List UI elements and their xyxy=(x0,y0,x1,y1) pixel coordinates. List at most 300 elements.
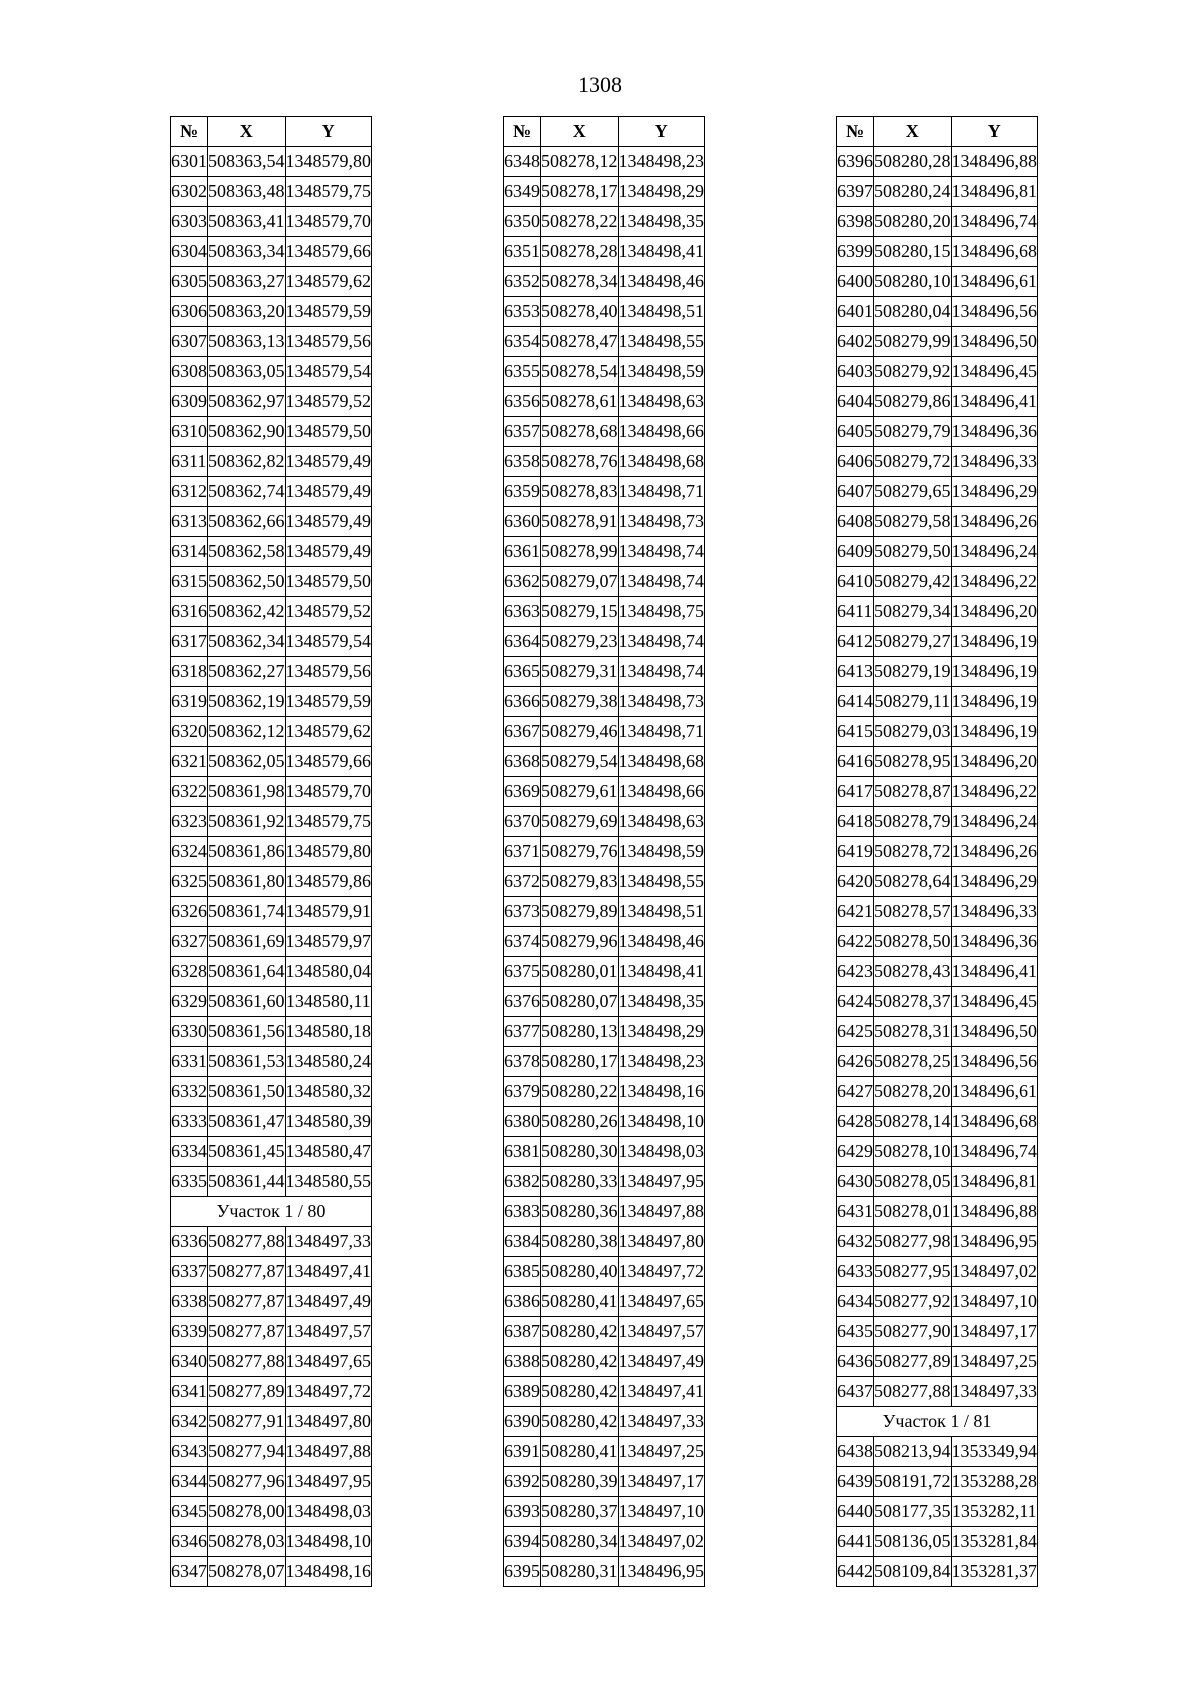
x-coordinate-cell: 508278,57 xyxy=(874,897,952,927)
table-row xyxy=(837,207,1038,237)
x-coordinate-cell: 508362,34 xyxy=(208,627,286,657)
point-number-cell: 6386 xyxy=(504,1287,541,1317)
x-coordinate-cell: 508362,50 xyxy=(208,567,286,597)
point-number-cell: 6419 xyxy=(837,837,874,867)
y-coordinate-cell: 1348497,02 xyxy=(951,1257,1038,1287)
point-number-cell: 6356 xyxy=(504,387,541,417)
y-coordinate-cell: 1348498,68 xyxy=(618,447,705,477)
table-row xyxy=(171,1287,372,1317)
x-coordinate-cell: 508279,76 xyxy=(541,837,619,867)
table-row xyxy=(171,1377,372,1407)
point-number-cell: 6373 xyxy=(504,897,541,927)
y-coordinate-cell: 1348496,20 xyxy=(951,747,1038,777)
table-row xyxy=(504,1287,705,1317)
x-coordinate-cell: 508280,38 xyxy=(541,1227,619,1257)
table-row xyxy=(171,357,372,387)
x-coordinate-cell: 508279,34 xyxy=(874,597,952,627)
table-row xyxy=(171,897,372,927)
point-number-cell: 6415 xyxy=(837,717,874,747)
table-row xyxy=(504,147,705,177)
table-row xyxy=(504,267,705,297)
x-coordinate-cell: 508361,45 xyxy=(208,1137,286,1167)
y-coordinate-cell: 1348497,95 xyxy=(285,1467,372,1497)
table-row xyxy=(837,897,1038,927)
table-row xyxy=(504,357,705,387)
x-coordinate-cell: 508278,91 xyxy=(541,507,619,537)
section-label: Участок 1 / 81 xyxy=(837,1407,1038,1437)
table-row xyxy=(504,1467,705,1497)
point-number-cell: 6374 xyxy=(504,927,541,957)
y-coordinate-cell: 1348498,63 xyxy=(618,387,705,417)
x-coordinate-cell: 508278,64 xyxy=(874,867,952,897)
table-row xyxy=(504,1017,705,1047)
table-row xyxy=(171,1437,372,1467)
point-number-cell: 6330 xyxy=(171,1017,208,1047)
x-coordinate-cell: 508213,94 xyxy=(874,1437,952,1467)
table-row xyxy=(837,147,1038,177)
table-row xyxy=(504,387,705,417)
table-row xyxy=(837,1107,1038,1137)
point-number-cell: 6327 xyxy=(171,927,208,957)
y-coordinate-cell: 1348496,74 xyxy=(951,207,1038,237)
y-coordinate-cell: 1348497,80 xyxy=(618,1227,705,1257)
table-row xyxy=(837,537,1038,567)
y-coordinate-cell: 1348579,75 xyxy=(285,177,372,207)
point-number-cell: 6413 xyxy=(837,657,874,687)
x-coordinate-cell: 508280,34 xyxy=(541,1527,619,1557)
x-coordinate-cell: 508363,54 xyxy=(208,147,286,177)
y-coordinate-cell: 1348498,16 xyxy=(285,1557,372,1587)
table-row xyxy=(837,1287,1038,1317)
x-coordinate-cell: 508280,42 xyxy=(541,1317,619,1347)
y-coordinate-cell: 1348496,19 xyxy=(951,687,1038,717)
y-coordinate-cell: 1348497,02 xyxy=(618,1527,705,1557)
y-coordinate-cell: 1348498,03 xyxy=(285,1497,372,1527)
x-coordinate-cell: 508361,80 xyxy=(208,867,286,897)
point-number-cell: 6420 xyxy=(837,867,874,897)
table-row xyxy=(837,747,1038,777)
point-number-cell: 6421 xyxy=(837,897,874,927)
table-row xyxy=(837,1467,1038,1497)
point-number-cell: 6439 xyxy=(837,1467,874,1497)
x-coordinate-cell: 508280,41 xyxy=(541,1287,619,1317)
point-number-cell: 6431 xyxy=(837,1197,874,1227)
y-coordinate-cell: 1348498,55 xyxy=(618,867,705,897)
table-row xyxy=(171,297,372,327)
x-coordinate-cell: 508280,39 xyxy=(541,1467,619,1497)
y-coordinate-cell: 1348498,16 xyxy=(618,1077,705,1107)
table-row xyxy=(837,1527,1038,1557)
y-coordinate-cell: 1348498,23 xyxy=(618,147,705,177)
y-coordinate-cell: 1348496,19 xyxy=(951,717,1038,747)
point-number-cell: 6392 xyxy=(504,1467,541,1497)
table-row xyxy=(837,1197,1038,1227)
point-number-cell: 6401 xyxy=(837,297,874,327)
table-row xyxy=(504,717,705,747)
point-number-cell: 6410 xyxy=(837,567,874,597)
point-number-cell: 6346 xyxy=(171,1527,208,1557)
x-coordinate-cell: 508279,61 xyxy=(541,777,619,807)
table-row xyxy=(504,657,705,687)
x-coordinate-cell: 508280,26 xyxy=(541,1107,619,1137)
point-number-cell: 6324 xyxy=(171,837,208,867)
table-row xyxy=(837,1347,1038,1377)
x-coordinate-cell: 508277,88 xyxy=(208,1227,286,1257)
y-coordinate-cell: 1353281,84 xyxy=(951,1527,1038,1557)
x-coordinate-cell: 508361,64 xyxy=(208,957,286,987)
y-coordinate-cell: 1348498,55 xyxy=(618,327,705,357)
point-number-cell: 6432 xyxy=(837,1227,874,1257)
y-coordinate-cell: 1348579,52 xyxy=(285,597,372,627)
x-coordinate-cell: 508191,72 xyxy=(874,1467,952,1497)
y-coordinate-cell: 1348498,41 xyxy=(618,957,705,987)
x-coordinate-cell: 508278,47 xyxy=(541,327,619,357)
section-row xyxy=(171,1197,372,1227)
x-coordinate-cell: 508362,42 xyxy=(208,597,286,627)
table-row xyxy=(504,1557,705,1587)
table-row xyxy=(837,957,1038,987)
x-coordinate-cell: 508278,68 xyxy=(541,417,619,447)
point-number-cell: 6328 xyxy=(171,957,208,987)
point-number-cell: 6388 xyxy=(504,1347,541,1377)
point-number-cell: 6404 xyxy=(837,387,874,417)
table-row xyxy=(504,1227,705,1257)
point-number-cell: 6375 xyxy=(504,957,541,987)
table-row xyxy=(837,507,1038,537)
x-coordinate-cell: 508277,87 xyxy=(208,1257,286,1287)
x-coordinate-cell: 508280,41 xyxy=(541,1437,619,1467)
point-number-cell: 6395 xyxy=(504,1557,541,1587)
y-coordinate-cell: 1348496,41 xyxy=(951,957,1038,987)
y-coordinate-cell: 1348498,75 xyxy=(618,597,705,627)
table-row xyxy=(504,477,705,507)
point-number-cell: 6409 xyxy=(837,537,874,567)
y-coordinate-cell: 1348496,81 xyxy=(951,1167,1038,1197)
point-number-cell: 6320 xyxy=(171,717,208,747)
y-coordinate-cell: 1348498,74 xyxy=(618,537,705,567)
x-coordinate-cell: 508280,31 xyxy=(541,1557,619,1587)
point-number-cell: 6307 xyxy=(171,327,208,357)
header-x: X xyxy=(541,117,619,147)
x-coordinate-cell: 508279,15 xyxy=(541,597,619,627)
section-label: Участок 1 / 80 xyxy=(171,1197,372,1227)
point-number-cell: 6306 xyxy=(171,297,208,327)
table-row xyxy=(171,627,372,657)
point-number-cell: 6426 xyxy=(837,1047,874,1077)
y-coordinate-cell: 1348496,61 xyxy=(951,267,1038,297)
point-number-cell: 6367 xyxy=(504,717,541,747)
y-coordinate-cell: 1348496,36 xyxy=(951,417,1038,447)
table-row xyxy=(171,417,372,447)
table-row xyxy=(171,267,372,297)
x-coordinate-cell: 508362,19 xyxy=(208,687,286,717)
table-row xyxy=(504,837,705,867)
x-coordinate-cell: 508280,42 xyxy=(541,1347,619,1377)
point-number-cell: 6411 xyxy=(837,597,874,627)
x-coordinate-cell: 508279,58 xyxy=(874,507,952,537)
point-number-cell: 6357 xyxy=(504,417,541,447)
y-coordinate-cell: 1348498,29 xyxy=(618,177,705,207)
x-coordinate-cell: 508362,66 xyxy=(208,507,286,537)
table-row xyxy=(504,747,705,777)
y-coordinate-cell: 1348497,17 xyxy=(618,1467,705,1497)
table-row xyxy=(171,1257,372,1287)
point-number-cell: 6361 xyxy=(504,537,541,567)
header-y: Y xyxy=(285,117,372,147)
x-coordinate-cell: 508280,01 xyxy=(541,957,619,987)
table-row xyxy=(837,867,1038,897)
y-coordinate-cell: 1348497,80 xyxy=(285,1407,372,1437)
table-row xyxy=(171,537,372,567)
y-coordinate-cell: 1348579,49 xyxy=(285,507,372,537)
table-row xyxy=(171,597,372,627)
section-row xyxy=(837,1407,1038,1437)
y-coordinate-cell: 1348580,39 xyxy=(285,1107,372,1137)
x-coordinate-cell: 508361,44 xyxy=(208,1167,286,1197)
y-coordinate-cell: 1348498,10 xyxy=(618,1107,705,1137)
x-coordinate-cell: 508277,96 xyxy=(208,1467,286,1497)
point-number-cell: 6434 xyxy=(837,1287,874,1317)
point-number-cell: 6301 xyxy=(171,147,208,177)
x-coordinate-cell: 508362,74 xyxy=(208,477,286,507)
point-number-cell: 6334 xyxy=(171,1137,208,1167)
table-row xyxy=(171,837,372,867)
y-coordinate-cell: 1348496,29 xyxy=(951,477,1038,507)
y-coordinate-cell: 1348496,68 xyxy=(951,1107,1038,1137)
x-coordinate-cell: 508278,87 xyxy=(874,777,952,807)
x-coordinate-cell: 508361,92 xyxy=(208,807,286,837)
y-coordinate-cell: 1348496,24 xyxy=(951,807,1038,837)
point-number-cell: 6408 xyxy=(837,507,874,537)
y-coordinate-cell: 1348496,26 xyxy=(951,507,1038,537)
table-row xyxy=(504,1497,705,1527)
y-coordinate-cell: 1348497,95 xyxy=(618,1167,705,1197)
x-coordinate-cell: 508279,07 xyxy=(541,567,619,597)
x-coordinate-cell: 508279,92 xyxy=(874,357,952,387)
x-coordinate-cell: 508277,90 xyxy=(874,1317,952,1347)
y-coordinate-cell: 1348579,59 xyxy=(285,687,372,717)
point-number-cell: 6310 xyxy=(171,417,208,447)
table-row xyxy=(837,657,1038,687)
x-coordinate-cell: 508278,14 xyxy=(874,1107,952,1137)
table-row xyxy=(504,297,705,327)
x-coordinate-cell: 508277,95 xyxy=(874,1257,952,1287)
x-coordinate-cell: 508362,58 xyxy=(208,537,286,567)
y-coordinate-cell: 1348579,49 xyxy=(285,537,372,567)
table-row xyxy=(504,1107,705,1137)
point-number-cell: 6380 xyxy=(504,1107,541,1137)
header-x: X xyxy=(874,117,952,147)
x-coordinate-cell: 508280,36 xyxy=(541,1197,619,1227)
y-coordinate-cell: 1348579,66 xyxy=(285,747,372,777)
table-row xyxy=(171,1167,372,1197)
y-coordinate-cell: 1348497,41 xyxy=(285,1257,372,1287)
x-coordinate-cell: 508361,98 xyxy=(208,777,286,807)
x-coordinate-cell: 508362,12 xyxy=(208,717,286,747)
x-coordinate-cell: 508279,03 xyxy=(874,717,952,747)
point-number-cell: 6390 xyxy=(504,1407,541,1437)
table-row xyxy=(837,1317,1038,1347)
table-row xyxy=(504,507,705,537)
y-coordinate-cell: 1353281,37 xyxy=(951,1557,1038,1587)
x-coordinate-cell: 508279,83 xyxy=(541,867,619,897)
x-coordinate-cell: 508362,27 xyxy=(208,657,286,687)
x-coordinate-cell: 508361,69 xyxy=(208,927,286,957)
table-row xyxy=(171,1407,372,1437)
point-number-cell: 6335 xyxy=(171,1167,208,1197)
y-coordinate-cell: 1348498,10 xyxy=(285,1527,372,1557)
y-coordinate-cell: 1348497,49 xyxy=(618,1347,705,1377)
table-row xyxy=(837,687,1038,717)
table-header-row xyxy=(837,117,1038,147)
point-number-cell: 6339 xyxy=(171,1317,208,1347)
y-coordinate-cell: 1348579,62 xyxy=(285,717,372,747)
table-row xyxy=(171,1497,372,1527)
table-row xyxy=(837,1167,1038,1197)
point-number-cell: 6363 xyxy=(504,597,541,627)
x-coordinate-cell: 508277,94 xyxy=(208,1437,286,1467)
coordinate-table-3 xyxy=(836,116,1038,1587)
point-number-cell: 6348 xyxy=(504,147,541,177)
y-coordinate-cell: 1348498,66 xyxy=(618,417,705,447)
table-row xyxy=(837,297,1038,327)
y-coordinate-cell: 1348498,46 xyxy=(618,267,705,297)
x-coordinate-cell: 508280,40 xyxy=(541,1257,619,1287)
y-coordinate-cell: 1348496,45 xyxy=(951,987,1038,1017)
table-row xyxy=(504,1137,705,1167)
point-number-cell: 6437 xyxy=(837,1377,874,1407)
point-number-cell: 6315 xyxy=(171,567,208,597)
table-row xyxy=(171,1227,372,1257)
page-number: 1308 xyxy=(578,72,622,97)
point-number-cell: 6425 xyxy=(837,1017,874,1047)
table-row xyxy=(837,1497,1038,1527)
y-coordinate-cell: 1348497,33 xyxy=(951,1377,1038,1407)
x-coordinate-cell: 508363,13 xyxy=(208,327,286,357)
table-row xyxy=(837,837,1038,867)
x-coordinate-cell: 508361,47 xyxy=(208,1107,286,1137)
point-number-cell: 6416 xyxy=(837,747,874,777)
y-coordinate-cell: 1348498,59 xyxy=(618,357,705,387)
x-coordinate-cell: 508278,40 xyxy=(541,297,619,327)
y-coordinate-cell: 1348579,86 xyxy=(285,867,372,897)
y-coordinate-cell: 1348580,32 xyxy=(285,1077,372,1107)
x-coordinate-cell: 508279,65 xyxy=(874,477,952,507)
point-number-cell: 6317 xyxy=(171,627,208,657)
y-coordinate-cell: 1348497,17 xyxy=(951,1317,1038,1347)
y-coordinate-cell: 1348496,68 xyxy=(951,237,1038,267)
table-row xyxy=(171,327,372,357)
point-number-cell: 6441 xyxy=(837,1527,874,1557)
y-coordinate-cell: 1348579,66 xyxy=(285,237,372,267)
y-coordinate-cell: 1348579,62 xyxy=(285,267,372,297)
x-coordinate-cell: 508279,79 xyxy=(874,417,952,447)
y-coordinate-cell: 1348498,74 xyxy=(618,567,705,597)
point-number-cell: 6387 xyxy=(504,1317,541,1347)
point-number-cell: 6347 xyxy=(171,1557,208,1587)
x-coordinate-cell: 508277,91 xyxy=(208,1407,286,1437)
table-row xyxy=(837,597,1038,627)
point-number-cell: 6383 xyxy=(504,1197,541,1227)
table-row xyxy=(171,1317,372,1347)
point-number-cell: 6359 xyxy=(504,477,541,507)
x-coordinate-cell: 508278,01 xyxy=(874,1197,952,1227)
point-number-cell: 6371 xyxy=(504,837,541,867)
header-number: № xyxy=(837,117,874,147)
y-coordinate-cell: 1348497,33 xyxy=(618,1407,705,1437)
point-number-cell: 6394 xyxy=(504,1527,541,1557)
x-coordinate-cell: 508363,48 xyxy=(208,177,286,207)
y-coordinate-cell: 1348496,29 xyxy=(951,867,1038,897)
point-number-cell: 6326 xyxy=(171,897,208,927)
y-coordinate-cell: 1348497,88 xyxy=(285,1437,372,1467)
x-coordinate-cell: 508277,92 xyxy=(874,1287,952,1317)
y-coordinate-cell: 1348579,70 xyxy=(285,207,372,237)
y-coordinate-cell: 1348497,57 xyxy=(618,1317,705,1347)
x-coordinate-cell: 508363,34 xyxy=(208,237,286,267)
y-coordinate-cell: 1348497,65 xyxy=(618,1287,705,1317)
y-coordinate-cell: 1348580,24 xyxy=(285,1047,372,1077)
point-number-cell: 6407 xyxy=(837,477,874,507)
point-number-cell: 6427 xyxy=(837,1077,874,1107)
x-coordinate-cell: 508278,07 xyxy=(208,1557,286,1587)
x-coordinate-cell: 508279,11 xyxy=(874,687,952,717)
y-coordinate-cell: 1348497,41 xyxy=(618,1377,705,1407)
y-coordinate-cell: 1348497,57 xyxy=(285,1317,372,1347)
table-row xyxy=(504,627,705,657)
table-row xyxy=(504,1197,705,1227)
point-number-cell: 6368 xyxy=(504,747,541,777)
point-number-cell: 6352 xyxy=(504,267,541,297)
table-row xyxy=(837,927,1038,957)
point-number-cell: 6423 xyxy=(837,957,874,987)
y-coordinate-cell: 1348497,72 xyxy=(618,1257,705,1287)
point-number-cell: 6309 xyxy=(171,387,208,417)
x-coordinate-cell: 508278,12 xyxy=(541,147,619,177)
table-row xyxy=(837,267,1038,297)
point-number-cell: 6362 xyxy=(504,567,541,597)
header-number: № xyxy=(504,117,541,147)
table-row xyxy=(504,567,705,597)
x-coordinate-cell: 508280,28 xyxy=(874,147,952,177)
point-number-cell: 6366 xyxy=(504,687,541,717)
table-row xyxy=(837,1017,1038,1047)
x-coordinate-cell: 508361,86 xyxy=(208,837,286,867)
point-number-cell: 6369 xyxy=(504,777,541,807)
point-number-cell: 6305 xyxy=(171,267,208,297)
point-number-cell: 6385 xyxy=(504,1257,541,1287)
x-coordinate-cell: 508278,05 xyxy=(874,1167,952,1197)
table-row xyxy=(837,1257,1038,1287)
y-coordinate-cell: 1348496,50 xyxy=(951,1017,1038,1047)
point-number-cell: 6304 xyxy=(171,237,208,267)
x-coordinate-cell: 508362,82 xyxy=(208,447,286,477)
point-number-cell: 6355 xyxy=(504,357,541,387)
table-row xyxy=(171,1467,372,1497)
table-row xyxy=(504,957,705,987)
point-number-cell: 6360 xyxy=(504,507,541,537)
x-coordinate-cell: 508280,20 xyxy=(874,207,952,237)
table-row xyxy=(171,507,372,537)
x-coordinate-cell: 508280,15 xyxy=(874,237,952,267)
point-number-cell: 6322 xyxy=(171,777,208,807)
y-coordinate-cell: 1348497,25 xyxy=(618,1437,705,1467)
y-coordinate-cell: 1348579,75 xyxy=(285,807,372,837)
y-coordinate-cell: 1348496,81 xyxy=(951,177,1038,207)
x-coordinate-cell: 508278,03 xyxy=(208,1527,286,1557)
point-number-cell: 6321 xyxy=(171,747,208,777)
x-coordinate-cell: 508279,42 xyxy=(874,567,952,597)
